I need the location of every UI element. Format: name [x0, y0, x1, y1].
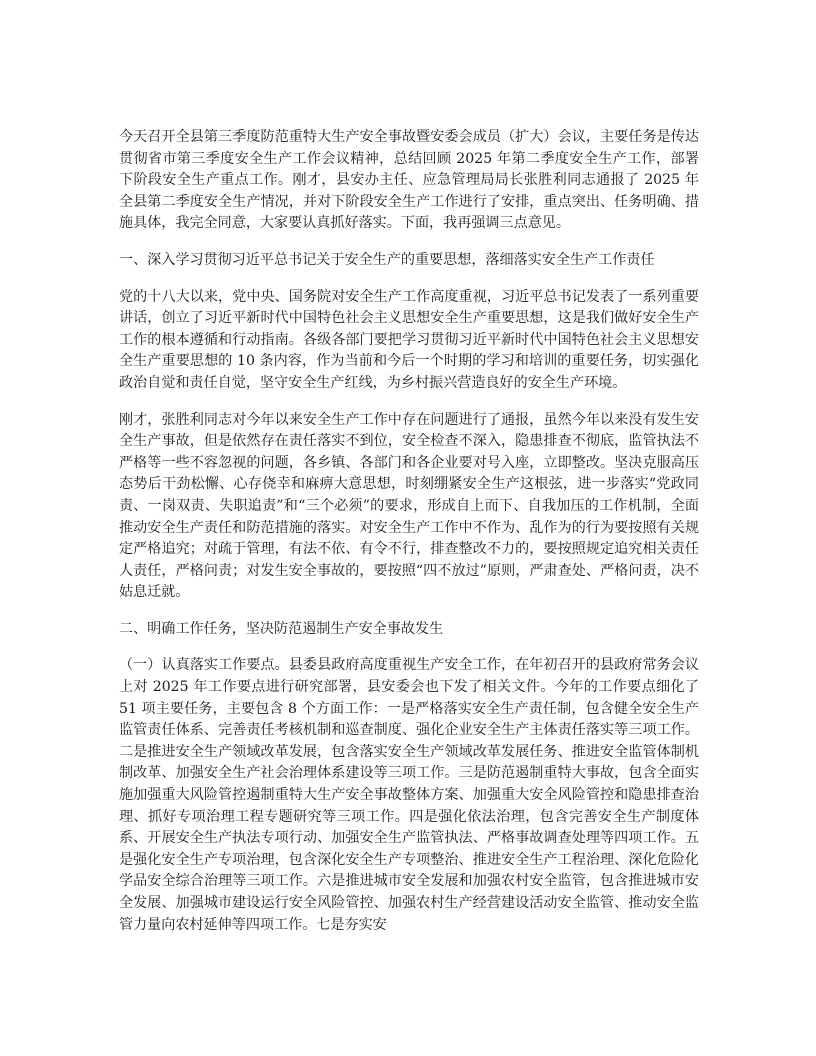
body-paragraph: 刚才，张胜利同志对今年以来安全生产工作中存在问题进行了通报，虽然今年以来没有发生安全生产事故，但是依然存在责任落实不到位，安全检查不深入，隐患排查不彻底，监管执法不严格等一些不容忽视的问题，各乡镇、各部门和各企业要对号入座，立即整改。坚决克服高压态势后干劲松懈、心存侥幸和麻痹大意思想，时刻绷紧安全生产这根弦，进一步落实“党政同责、一岗双责、失职追责”和“三个必须”的要求，形成自上而下、自我加压的工作机制，全面推动安全生产责任和防范措施的落实。对安全生产工作中不作为、乱作为的行为要按照有关规定严格追究；对疏于管理，有法不依、有令不行，排查整改不力的，要按照规定追究相关责任人责任，严格问责；对发生安全事故的，要按照“四不放过”原则，严肃查处、严格问责，决不姑息迁就。	[119, 411, 699, 601]
body-paragraph: 党的十八大以来，党中央、国务院对安全生产工作高度重视，习近平总书记发表了一系列重要讲话，创立了习近平新时代中国特色社会主义思想安全生产重要思想，这是我们做好安全生产工作的根本遵循和行动指南。各级各部门要把学习贯彻习近平新时代中国特色社会主义思想安全生产重要思想的 10 条内容，作为当前和今后一个时期的学习和培训的重要任务，切实强化政治自觉和责任自觉，坚守安全生产红线，为乡村振兴营造良好的安全生产环境。	[119, 288, 699, 391]
intro-paragraph: 今天召开全县第三季度防范重特大生产安全事故暨安委会成员（扩大）会议，主要任务是传达贯彻省市第三季度安全生产工作会议精神，总结回顾 2025 年第二季度安全生产工作，部署下阶段安全生产重点工作。刚才，县安办主任、应急管理局局长张胜利同志通报了 2025 年全县第二季度安全生产情况，并对下阶段安全生产工作进行了安排，重点突出、任务明确、措施具体，我完全同意，大家要认真抓好落实。下面，我再强调三点意见。	[119, 129, 699, 232]
document-body	[119, 127, 699, 951]
body-paragraph: （一）认真落实工作要点。县委县政府高度重视生产安全工作，在年初召开的县政府常务会议上对 2025 年工作要点进行研究部署，县安委会也下发了相关文件。今年的工作要点细化了 51 项主要任务，主要包含 8 个方面工作：一是严格落实安全生产责任制，包含健全安全生产监管责任体系、完善责任考核机制和巡查制度、强化企业安全生产主体责任落实等三项工作。二是推进安全生产领域改革发展，包含落实安全生产领域改革发展任务、推进安全监管体制机制改革、加强安全生产社会治理体系建设等三项工作。三是防范遏制重特大事故，包含全面实施加强重大风险管控遏制重特大生产安全事故整体方案、加强重大安全风险管控和隐患排查治理、抓好专项治理工程专题研究等三项工作。四是强化依法治理，包含完善安全生产制度体系、开展安全生产执法专项行动、加强安全生产监管执法、严格事故调查处理等四项工作。五是强化安全生产专项治理，包含深化安全生产专项整治、推进安全生产工程治理、深化危险化学品安全综合治理等三项工作。六是推进城市安全发展和加强农村安全监管，包含推进城市安全发展、加强城市建设运行安全风险管控、加强农村生产经营建设活动安全监管、推动安全监管力量向农村延伸等四项工作。七是夯实安	[119, 657, 699, 933]
section-heading-1: 一、深入学习贯彻习近平总书记关于安全生产的重要思想，落细落实安全生产工作责任	[119, 251, 655, 268]
section-heading-2: 二、明确工作任务，坚决防范遏制生产安全事故发生	[119, 620, 444, 637]
